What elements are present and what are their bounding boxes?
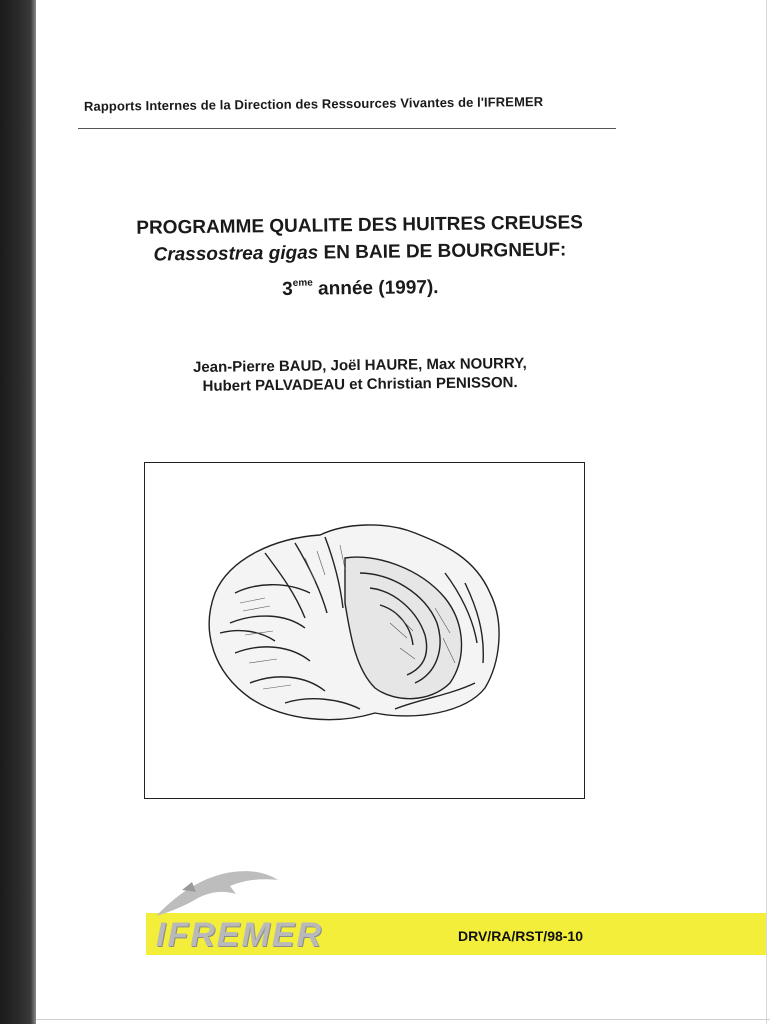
report-reference: DRV/RA/RST/98-10 (458, 928, 584, 944)
title-line-1: PROGRAMME QUALITE DES HUITRES CREUSES (136, 212, 583, 239)
year-number: 3 (282, 278, 293, 300)
header-rule (78, 128, 616, 129)
report-title (79, 209, 640, 308)
authors-line-2: Hubert PALVADEAU et Christian PENISSON. (202, 374, 518, 395)
title-line-2 (80, 236, 640, 270)
authors (110, 353, 610, 397)
binding-strip (0, 0, 36, 1024)
series-header: Rapports Internes de la Direction des Ressources Vivantes de l'IFREMER (83, 94, 544, 114)
ifremer-logo-text: IFREMER (156, 916, 323, 954)
title-line-2-rest: EN BAIE DE BOURGNEUF: (318, 239, 567, 264)
year-rest: année (1997). (312, 277, 439, 300)
bottom-edge (36, 1019, 770, 1020)
oyster-illustration (145, 463, 586, 800)
figure-frame (144, 462, 585, 799)
page-edge (766, 0, 767, 1024)
dolphin-logo-icon (152, 860, 282, 920)
year-suffix: eme (292, 277, 313, 289)
authors-line-1: Jean-Pierre BAUD, Joël HAURE, Max NOURRY, (192, 354, 527, 377)
species-name: Crassostrea gigas (153, 242, 319, 266)
title-line-3 (80, 265, 640, 308)
